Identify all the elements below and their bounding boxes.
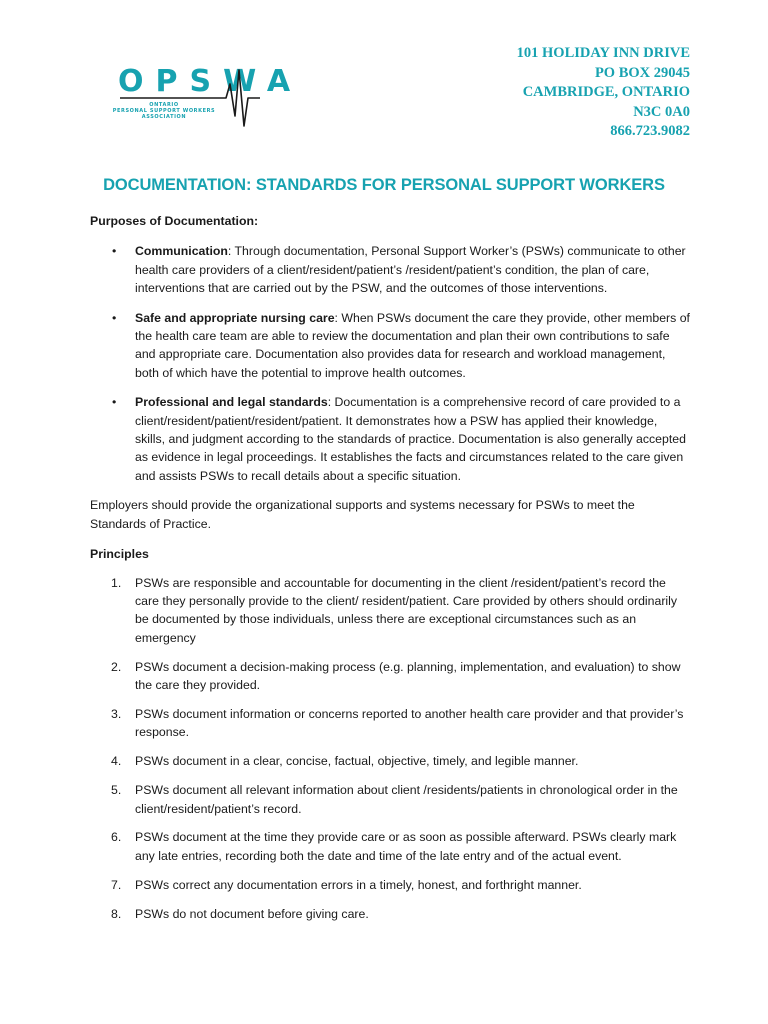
address-phone: 866.723.9082 [610, 123, 690, 139]
item-number: 6. [111, 830, 122, 845]
document-body [90, 212, 690, 934]
list-item [90, 781, 690, 818]
list-item [90, 309, 690, 383]
list-item [90, 658, 690, 695]
address-po-box: PO BOX 29045 [594, 64, 690, 81]
principle-text: PSWs are responsible and accountable for documenting in the client /resident/patient’s record the care they personally provide to the client/ resident/patient. Care provided by others should ordinarily be documented by those individuals, unless there are exceptional circumstances such as an emergency [135, 575, 678, 645]
list-item [90, 905, 690, 923]
bullet-icon: • [112, 310, 117, 325]
logo-line-ontario: ONTARIO [149, 102, 179, 108]
opswa-logo [108, 58, 303, 138]
principles-heading: Principles [90, 547, 149, 562]
purpose-text: : When PSWs document the care they provide, other members of the health care team are able to review the documentation and plan their own contributions to safe and appropriate care. Documentation also provides data for research and workload management, both of which have the potential to improve health outcomes. [135, 310, 690, 380]
principle-text: PSWs do not document before giving care. [135, 906, 369, 921]
employers-paragraph: Employers should provide the organizational supports and systems necessary for PSWs to meet the Standards of Practice. [90, 498, 635, 531]
address-street: 101 HOLIDAY INN DRIVE [516, 45, 690, 61]
purpose-text: : Through documentation, Personal Support Worker’s (PSWs) communicate to other health care providers of a client/resident/patient’s /resident/patient’s condition, the plan of care, interventions that are carried out by the PSW, and the outcomes of those interventions. [135, 244, 686, 296]
heartbeat-pulse-icon [108, 58, 268, 138]
address-block [430, 44, 690, 142]
address-postal-code: N3C 0A0 [633, 103, 690, 120]
principle-text: PSWs document at the time they provide care or as soon as possible afterward. PSWs clearly mark any late entries, recording both the date and time of the late entry and of the actual event. [135, 830, 677, 863]
principle-text: PSWs document information or concerns reported to another health care provider and that provider’s response. [135, 706, 684, 740]
item-number: 2. [111, 659, 122, 674]
list-item [90, 393, 690, 485]
list-item [90, 242, 690, 297]
purpose-lead: Communication [135, 244, 228, 259]
item-number: 3. [111, 706, 122, 721]
principles-list [90, 574, 690, 924]
purpose-text: : Documentation is a comprehensive record of care provided to a client/resident/patient/resident/patient. It demonstrates how a PSW has applied their knowledge, skills, and judgment according to the standards of practice. Documentation is also generally accepted as evidence in legal proceedings. It establishes the facts and circumstances related to the care given and assists PSWs to recall details about a specific situation. [135, 395, 686, 483]
list-item [90, 574, 690, 648]
purpose-lead: Professional and legal standards [135, 395, 328, 410]
purposes-heading: Purposes of Documentation: [90, 214, 259, 228]
purpose-lead: Safe and appropriate nursing care [135, 310, 335, 325]
logo-line-psw: PERSONAL SUPPORT WORKERS [112, 108, 216, 114]
principle-text: PSWs correct any documentation errors in a timely, honest, and forthright manner. [135, 877, 582, 892]
logo-line-association: ASSOCIATION [141, 114, 187, 120]
purposes-list [90, 242, 690, 485]
list-item [90, 752, 690, 770]
item-number: 8. [111, 906, 122, 921]
item-number: 5. [111, 783, 122, 798]
list-item [90, 705, 690, 742]
address-city: CAMBRIDGE, ONTARIO [522, 84, 690, 100]
principle-text: PSWs document all relevant information about client /residents/patients in chronological order in the client/resident/patient’s record. [135, 783, 678, 816]
principle-text: PSWs document a decision-making process (e.g. planning, implementation, and evaluation) to show the care they provided. [135, 659, 681, 693]
item-number: 1. [111, 575, 122, 590]
bullet-icon: • [112, 244, 117, 259]
document-title: DOCUMENTATION: STANDARDS FOR PERSONAL SUPPORT WORKERS [103, 176, 665, 194]
list-item [90, 876, 690, 894]
principle-text: PSWs document in a clear, concise, factual, objective, timely, and legible manner. [135, 754, 579, 769]
list-item [90, 828, 690, 865]
bullet-icon: • [112, 395, 117, 410]
item-number: 4. [111, 754, 122, 769]
logo-wordmark: OPSWA [118, 64, 303, 99]
item-number: 7. [111, 877, 122, 892]
